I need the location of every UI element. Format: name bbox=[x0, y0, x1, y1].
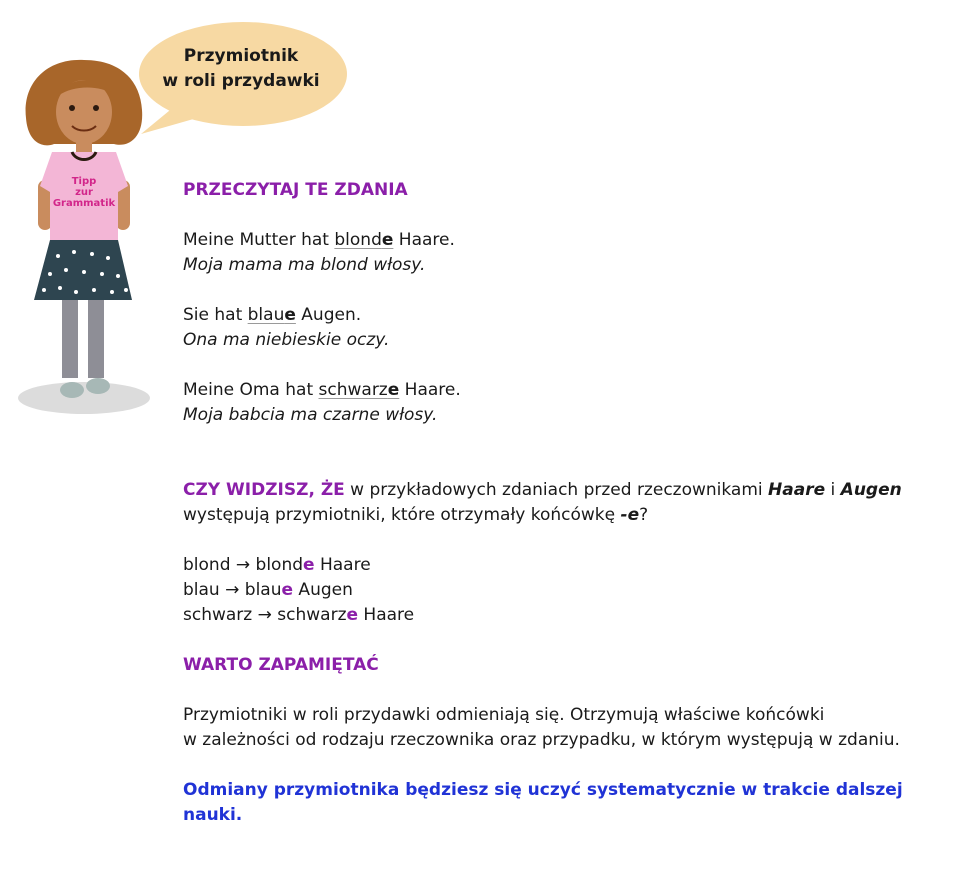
example-pre: Meine Mutter hat bbox=[183, 230, 335, 250]
shirt-text-1: Tipp bbox=[71, 176, 97, 187]
declined-ending: e bbox=[281, 580, 294, 600]
transformation-row-1 bbox=[183, 553, 943, 578]
noun-haare: Haare bbox=[768, 480, 826, 500]
example-ending: e bbox=[381, 230, 394, 250]
study-note: Odmiany przymiotnika będziesz się uczyć systematycznie w trakcie dalszej nauki. bbox=[183, 780, 903, 825]
example-post: Haare. bbox=[399, 380, 461, 400]
example-translation-3: Moja babcia ma czarne włosy. bbox=[183, 405, 438, 425]
transformation-row-2 bbox=[183, 578, 943, 603]
girl-illustration bbox=[14, 52, 164, 422]
example-sentence-3 bbox=[183, 378, 943, 403]
transformation-row-3 bbox=[183, 603, 943, 628]
declined-ending: e bbox=[346, 605, 359, 625]
heading-read-sentences: PRZECZYTAJ TE ZDANIA bbox=[183, 180, 408, 200]
observation-text: w przykładowych zdaniach przed rzeczownikami bbox=[344, 480, 769, 500]
base-adjective: blau bbox=[183, 580, 220, 600]
example-stem: blond bbox=[334, 230, 382, 250]
declined-stem: blau bbox=[244, 580, 282, 600]
speech-bubble-text bbox=[135, 44, 347, 94]
example-sentence-2 bbox=[183, 303, 943, 328]
example-ending: e bbox=[387, 380, 400, 400]
bubble-line-1: Przymiotnik bbox=[183, 46, 299, 66]
question-mark: ? bbox=[639, 505, 649, 525]
observation-paragraph bbox=[183, 478, 943, 528]
rule-line-2: w zależności od rodzaju rzeczownika oraz przypadku, w którym występują w zdaniu. bbox=[183, 730, 900, 750]
example-adjective bbox=[248, 305, 296, 325]
row-noun: Haare bbox=[314, 555, 371, 575]
row-noun: Haare bbox=[358, 605, 415, 625]
example-sentence-1 bbox=[183, 228, 943, 253]
base-adjective: schwarz bbox=[183, 605, 253, 625]
observation-text-2: występują przymiotniki, które otrzymały końcówkę bbox=[183, 505, 621, 525]
observation-conjunction: i bbox=[825, 480, 841, 500]
shirt-text-3: Grammatik bbox=[52, 198, 116, 209]
example-pre: Sie hat bbox=[183, 305, 248, 325]
declined-ending: e bbox=[303, 555, 315, 575]
noun-augen: Augen bbox=[840, 480, 902, 500]
example-translation-2: Ona ma niebieskie oczy. bbox=[183, 330, 390, 350]
bubble-line-2: w roli przydawki bbox=[162, 71, 320, 91]
row-noun: Augen bbox=[293, 580, 353, 600]
declined-stem: schwarz bbox=[277, 605, 347, 625]
ending-e: -e bbox=[620, 505, 640, 525]
example-post: Haare. bbox=[393, 230, 455, 250]
declined-stem: blond bbox=[255, 555, 304, 575]
arrow-icon: → bbox=[230, 555, 256, 575]
example-translation-1: Moja mama ma blond włosy. bbox=[183, 255, 426, 275]
shirt-text-2: zur bbox=[75, 187, 93, 198]
base-adjective: blond bbox=[183, 555, 231, 575]
example-stem: schwarz bbox=[318, 380, 388, 400]
lesson-content bbox=[183, 178, 943, 828]
example-adjective bbox=[319, 380, 400, 400]
example-adjective bbox=[334, 230, 393, 250]
arrow-icon: → bbox=[252, 605, 278, 625]
example-stem: blau bbox=[247, 305, 285, 325]
example-post: Augen. bbox=[295, 305, 362, 325]
arrow-icon: → bbox=[219, 580, 245, 600]
example-ending: e bbox=[284, 305, 296, 325]
observation-lead: CZY WIDZISZ, ŻE bbox=[183, 480, 345, 500]
example-pre: Meine Oma hat bbox=[183, 380, 319, 400]
rule-line-1: Przymiotniki w roli przydawki odmieniają się. Otrzymują właściwe końcówki bbox=[183, 705, 825, 725]
heading-remember: WARTO ZAPAMIĘTAĆ bbox=[183, 655, 379, 675]
